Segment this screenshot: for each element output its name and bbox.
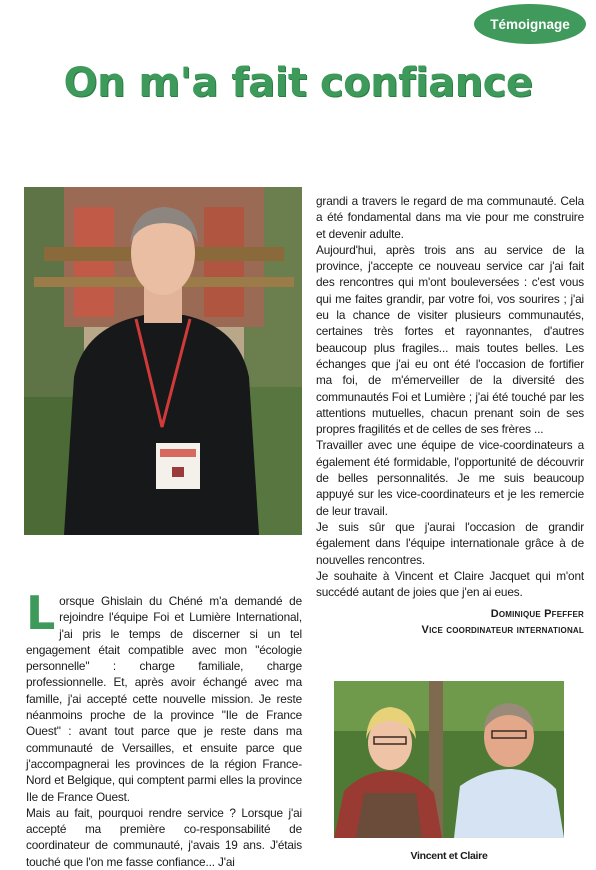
page-title: On m'a fait confiance (63, 60, 533, 106)
signature-name: Dominique Pfeffer (490, 608, 584, 621)
article-paragraph: Mais au fait, pourquoi rendre service ? Lorsque j'ai accepté ma première co-responsabilité de coordinateur de communauté, j'avais 19 ans. J'étais touché que l'on me fasse confiance... J'ai (26, 805, 302, 869)
drop-cap: L (26, 586, 56, 640)
article-paragraph: Aujourd'hui, après trois ans au service de la province, j'accepte ce nouveau service car j'ai fait des rencontres qui m'ont bouleversées : c'est vous qui me faites grandir, par votre foi, vos sourires ; j'ai eu la chance de visiter plusieurs communautés, certaines très fortes et rayonnantes, d'autres beaucoup plus fragiles... mais toutes belles. Les échanges que j'ai eu ont été l'occasion de fortifier ma foi, de m'émerveiller de la diversité des communautés Foi et Lumière ; j'ai été touché par les attentions mutuelles, chacun prenant soin de ses propres fragilités et de celles de ses frères ... (316, 242, 584, 437)
portrait-photo (24, 187, 302, 535)
article-column-right (316, 193, 584, 638)
article-paragraph: Je suis sûr que j'aurai l'occasion de grandir également dans l'équipe internationale grâce à de nouvelles rencontres. (316, 519, 584, 567)
section-badge: Témoignage (474, 4, 586, 44)
couple-photo (334, 681, 564, 838)
article-column-left (26, 586, 302, 870)
photo-caption: Vincent et Claire (410, 850, 488, 862)
article-paragraph: grandi a travers le regard de ma communauté. Cela a été fondamental dans ma vie pour me construire et devenir adulte. (316, 194, 584, 241)
article-paragraph: Je souhaite à Vincent et Claire Jacquet qui m'ont succédé autant de joies que j'en ai eues. (316, 568, 584, 600)
signature-role: Vice coordinateur international (421, 624, 584, 637)
article-paragraph: Travailler avec une équipe de vice-coordinateurs a également été formidable, l'opportunité de découvrir de belles personnalités. Je me suis beaucoup appuyé sur les vice-coordinateurs et je les remercie de leur travail. (316, 438, 584, 518)
article-paragraph: Lorsque Ghislain du Chéné m'a demandé de rejoindre l'équipe Foi et Lumière International, j'ai pris le temps de discerner si un tel engagement était compatible avec mon "écologie personnelle" : charge familiale, charge professionnelle. Et, après avoir échangé avec ma famille, j'ai accepté cette nouvelle mission. Je reste néanmoins proche de la province "Ile de France Ouest" : avant tout parce que je reste dans ma communauté de Versailles, et ensuite parce que j'accompagnerai les provinces de la région France-Nord et Belgique, qui comptent parmi elles la province Ile de France Ouest. (26, 586, 302, 804)
